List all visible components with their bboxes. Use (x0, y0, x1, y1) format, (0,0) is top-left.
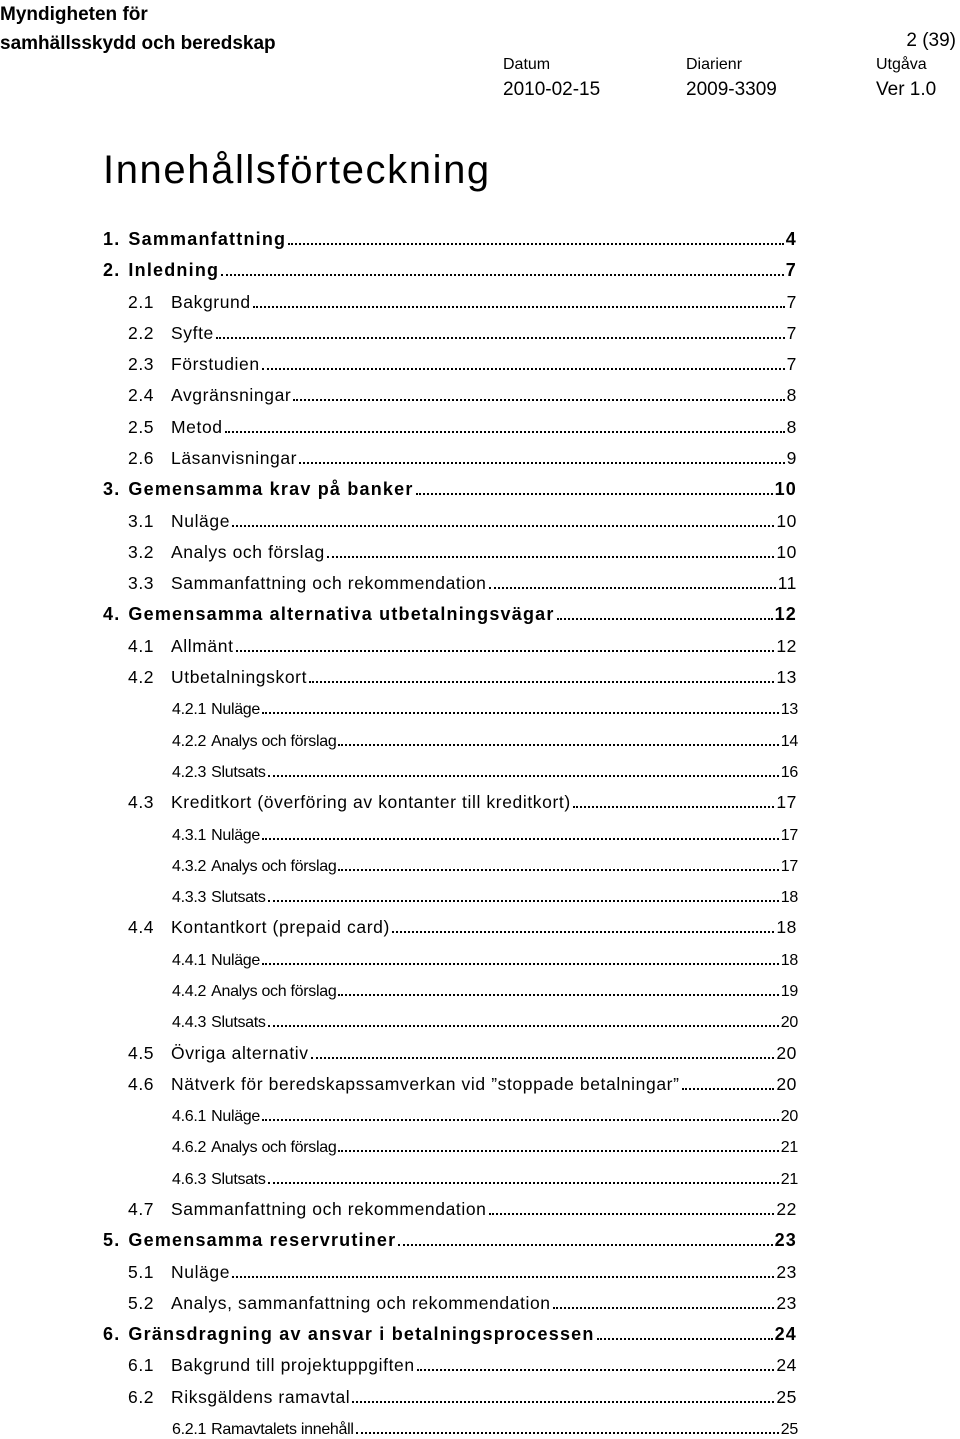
toc-entry[interactable] (128, 662, 797, 688)
toc-entry-number: 6. (103, 1324, 121, 1344)
toc-entry-title: Läsanvisningar (171, 448, 298, 468)
toc-entry-number: 3.3 (128, 573, 155, 593)
toc-entry-title: Sammanfattning och rekommendation (171, 1199, 487, 1219)
toc-entry-number: 4.6 (128, 1074, 155, 1094)
utgava-label: Utgåva (876, 56, 927, 73)
toc-entry-number: 2.6 (128, 448, 155, 468)
toc-entry-title: Analys och förslag (171, 542, 325, 562)
toc-entry-number: 4.4 (128, 917, 155, 937)
toc-entry-title: Slutsats (211, 1171, 266, 1188)
utgava-value: Ver 1.0 (876, 79, 937, 100)
toc-entry-page: 13 (780, 701, 798, 718)
toc-dot-leader (338, 743, 778, 746)
toc-entry-number: 6.1 (128, 1355, 155, 1375)
toc-entry-title: Allmänt (171, 636, 234, 656)
toc-dot-leader (398, 1243, 772, 1246)
toc-entry[interactable] (172, 1006, 798, 1032)
toc-entry-title: Övriga alternativ (171, 1043, 309, 1063)
toc-entry-page: 14 (780, 733, 798, 750)
toc-entry[interactable] (128, 1069, 797, 1095)
toc-entry-title: Gemensamma alternativa utbetalningsvägar (128, 604, 555, 624)
toc-dot-leader (225, 430, 785, 433)
toc-entry-page: 12 (776, 636, 797, 656)
toc-entry-title: Inledning (128, 260, 220, 280)
toc-entry[interactable] (172, 881, 798, 907)
toc-entry[interactable] (128, 787, 797, 813)
toc-dot-leader (232, 1275, 774, 1278)
toc-entry[interactable] (172, 819, 798, 845)
page-number: 2 (39) (906, 30, 956, 51)
toc-entry-title: Förstudien (171, 354, 260, 374)
toc-entry-title: Utbetalningskort (171, 667, 308, 687)
toc-entry-title: Nuläge (211, 827, 260, 844)
toc-entry-page: 23 (774, 1230, 797, 1250)
toc-dot-leader (392, 930, 774, 933)
diarienr-label: Diarienr (686, 56, 743, 73)
toc-entry-number: 2.4 (128, 385, 155, 405)
toc-entry-number: 2.5 (128, 417, 155, 437)
toc-entry-page: 10 (774, 479, 797, 499)
toc-entry-page: 7 (786, 354, 797, 374)
toc-entry-title: Slutsats (211, 764, 266, 781)
toc-entry[interactable] (103, 224, 797, 250)
toc-entry[interactable] (128, 443, 797, 469)
toc-entry-number: 4.4.3 (172, 1014, 207, 1031)
toc-entry-page: 10 (776, 542, 797, 562)
toc-entry[interactable] (128, 1194, 797, 1220)
toc-dot-leader (352, 1400, 774, 1403)
toc-entry-page: 17 (780, 858, 798, 875)
toc-entry-number: 4.5 (128, 1043, 155, 1063)
org-name-line1: Myndigheten för (0, 4, 148, 25)
toc-entry-page: 4 (785, 229, 797, 249)
toc-entry[interactable] (172, 725, 798, 751)
toc-entry[interactable] (172, 1131, 798, 1157)
org-name (0, 0, 276, 58)
toc-entry-page: 17 (776, 792, 797, 812)
toc-dot-leader (262, 837, 779, 840)
toc-dot-leader (268, 899, 779, 902)
toc-dot-leader (573, 805, 775, 808)
toc-entry[interactable] (172, 1100, 798, 1126)
toc-entry-page: 21 (780, 1171, 798, 1188)
toc-entry-number: 6.2.1 (172, 1421, 207, 1438)
toc-entry-number: 1. (103, 229, 121, 249)
toc-entry[interactable] (172, 693, 798, 719)
toc-entry-title: Bakgrund till projektuppgiften (171, 1355, 415, 1375)
toc-entry-number: 4.2.2 (172, 733, 207, 750)
toc-entry[interactable] (128, 349, 797, 375)
toc-entry-title: Nuläge (171, 511, 231, 531)
toc-entry[interactable] (172, 1413, 798, 1439)
toc-entry[interactable] (128, 287, 797, 313)
toc-entry-title: Kontantkort (prepaid card) (171, 917, 390, 937)
toc-entry-number: 5. (103, 1230, 121, 1250)
toc-entry-title: Riksgäldens ramavtal (171, 1387, 351, 1407)
toc-entry[interactable] (128, 506, 797, 532)
toc-entry-title: Analys, sammanfattning och rekommendation (171, 1293, 551, 1313)
toc-entry-page: 12 (774, 604, 797, 624)
toc-dot-leader (682, 1087, 775, 1090)
toc-entry-number: 4.3.2 (172, 858, 207, 875)
toc-entry[interactable] (172, 1163, 798, 1189)
toc-dot-leader (262, 1118, 779, 1121)
toc-dot-leader (268, 1181, 779, 1184)
toc-dot-leader (557, 617, 773, 620)
toc-entry-page: 11 (777, 573, 797, 593)
toc-entry[interactable] (103, 255, 797, 281)
toc-dot-leader (489, 586, 776, 589)
toc-entry[interactable] (103, 474, 797, 500)
toc-entry-page: 23 (776, 1293, 797, 1313)
toc-entry-page: 22 (776, 1199, 797, 1219)
datum-label: Datum (503, 56, 551, 73)
toc-entry-page: 24 (776, 1355, 797, 1375)
toc-entry[interactable] (128, 1350, 797, 1376)
toc-entry-page: 10 (776, 511, 797, 531)
toc-dot-leader (262, 962, 779, 965)
toc-entry-title: Sammanfattning (128, 229, 287, 249)
toc-dot-leader (338, 1149, 778, 1152)
toc-entry-title: Syfte (171, 323, 214, 343)
toc-entry-number: 2. (103, 260, 121, 280)
toc-entry-title: Nuläge (211, 1108, 260, 1125)
datum-value: 2010-02-15 (503, 79, 601, 100)
toc-dot-leader (489, 1212, 775, 1215)
toc-entry-page: 20 (776, 1074, 797, 1094)
toc-entry-page: 25 (776, 1387, 797, 1407)
toc-entry[interactable] (128, 318, 797, 344)
toc-entry[interactable] (103, 599, 797, 625)
toc-entry-title: Kreditkort (överföring av kontanter till kreditkort) (171, 792, 571, 812)
toc-dot-leader (262, 711, 779, 714)
toc-dot-leader (553, 1306, 775, 1309)
toc-entry-page: 21 (780, 1139, 798, 1156)
toc-entry-title: Analys och förslag (211, 733, 337, 750)
toc-entry-page: 24 (774, 1324, 797, 1344)
toc-entry[interactable] (128, 537, 797, 563)
toc-dot-leader (253, 305, 785, 308)
toc-entry-number: 2.3 (128, 354, 155, 374)
toc-entry[interactable] (128, 631, 797, 657)
toc-entry-number: 4.1 (128, 636, 155, 656)
toc-dot-leader (417, 1368, 775, 1371)
toc-entry[interactable] (128, 1038, 797, 1064)
toc-entry-number: 4.4.1 (172, 952, 207, 969)
toc-entry-page: 25 (780, 1421, 798, 1438)
toc-dot-leader (293, 398, 784, 401)
toc-entry-number: 3.1 (128, 511, 155, 531)
toc-dot-leader (311, 1056, 775, 1059)
toc-entry-title: Sammanfattning och rekommendation (171, 573, 487, 593)
toc-dot-leader (338, 993, 778, 996)
toc-entry-title: Analys och förslag (211, 1139, 337, 1156)
page-title: Innehållsförteckning (103, 148, 491, 192)
toc-entry-page: 7 (786, 292, 797, 312)
toc-entry[interactable] (103, 1319, 797, 1345)
toc-entry[interactable] (128, 380, 797, 406)
toc-entry-title: Gemensamma krav på banker (128, 479, 414, 499)
toc-entry-number: 3. (103, 479, 121, 499)
toc-entry-page: 7 (785, 260, 797, 280)
toc-dot-leader (416, 492, 773, 495)
toc-dot-leader (338, 868, 778, 871)
toc-entry-title: Nuläge (211, 952, 260, 969)
toc-entry[interactable] (103, 1225, 797, 1251)
toc-entry-number: 2.2 (128, 323, 155, 343)
toc-entry-number: 3.2 (128, 542, 155, 562)
toc-dot-leader (327, 555, 775, 558)
toc-entry-title: Nuläge (171, 1262, 231, 1282)
toc-entry[interactable] (128, 1257, 797, 1283)
toc-entry[interactable] (128, 1288, 797, 1314)
toc-entry-page: 20 (780, 1108, 798, 1125)
toc-entry-number: 4. (103, 604, 121, 624)
toc-entry-number: 4.3.3 (172, 889, 207, 906)
toc-entry-title: Slutsats (211, 889, 266, 906)
toc-entry-number: 6.2 (128, 1387, 155, 1407)
toc-entry-title: Analys och förslag (211, 983, 337, 1000)
toc-dot-leader (232, 524, 774, 527)
toc-entry-page: 8 (786, 417, 797, 437)
toc-dot-leader (262, 367, 785, 370)
toc-entry[interactable] (128, 912, 797, 938)
toc-entry[interactable] (128, 1382, 797, 1408)
toc-entry-number: 4.6.1 (172, 1108, 207, 1125)
toc-dot-leader (216, 336, 785, 339)
toc-entry-title: Slutsats (211, 1014, 266, 1031)
toc-entry-page: 23 (776, 1262, 797, 1282)
toc-entry-page: 13 (776, 667, 797, 687)
toc-entry-number: 4.3.1 (172, 827, 207, 844)
utgava-block (876, 54, 936, 101)
toc-entry-number: 4.3 (128, 792, 155, 812)
toc-entry-page: 18 (780, 952, 798, 969)
toc-entry-page: 19 (780, 983, 798, 1000)
toc-dot-leader (309, 680, 774, 683)
toc-entry[interactable] (172, 756, 798, 782)
toc-dot-leader (221, 273, 784, 276)
toc-entry[interactable] (128, 412, 797, 438)
toc-entry-title: Nätverk för beredskapssamverkan vid ”stoppade betalningar” (171, 1074, 680, 1094)
toc-entry-number: 4.2.1 (172, 701, 207, 718)
toc-entry-page: 9 (786, 448, 797, 468)
toc-dot-leader (356, 1431, 779, 1434)
toc-entry-page: 20 (780, 1014, 798, 1031)
toc-entry-page: 20 (776, 1043, 797, 1063)
diarienr-block (686, 54, 777, 101)
toc-entry-number: 4.6.2 (172, 1139, 207, 1156)
toc-dot-leader (268, 774, 779, 777)
org-name-line2: samhällsskydd och beredskap (0, 33, 276, 54)
toc-entry[interactable] (172, 850, 798, 876)
toc-entry-number: 4.6.3 (172, 1171, 207, 1188)
datum-block (503, 54, 600, 101)
toc-entry-page: 8 (786, 385, 797, 405)
toc-entry-title: Nuläge (211, 701, 260, 718)
toc-entry-number: 4.2 (128, 667, 155, 687)
diarienr-value: 2009-3309 (686, 79, 777, 100)
toc-entry-number: 4.7 (128, 1199, 155, 1219)
toc-dot-leader (236, 649, 775, 652)
toc-entry-number: 4.4.2 (172, 983, 207, 1000)
toc-entry-title: Bakgrund (171, 292, 251, 312)
toc-dot-leader (597, 1337, 773, 1340)
toc-entry-number: 5.1 (128, 1262, 155, 1282)
toc-entry-page: 7 (786, 323, 797, 343)
toc-entry-page: 16 (780, 764, 798, 781)
toc-entry-title: Gemensamma reservrutiner (128, 1230, 397, 1250)
toc-entry[interactable] (172, 944, 798, 970)
toc-dot-leader (268, 1024, 779, 1027)
toc-dot-leader (288, 242, 784, 245)
toc-entry-number: 2.1 (128, 292, 155, 312)
toc-entry-title: Analys och förslag (211, 858, 337, 875)
toc-entry-page: 18 (780, 889, 798, 906)
toc-entry[interactable] (172, 975, 798, 1001)
toc-entry-number: 5.2 (128, 1293, 155, 1313)
toc-entry-title: Avgränsningar (171, 385, 292, 405)
toc-entry-title: Metod (171, 417, 223, 437)
toc-entry-number: 4.2.3 (172, 764, 207, 781)
toc-entry-page: 17 (780, 827, 798, 844)
toc-entry-title: Gränsdragning av ansvar i betalningsprocessen (128, 1324, 595, 1344)
toc-entry-title: Ramavtalets innehåll (211, 1421, 354, 1438)
toc-entry[interactable] (128, 568, 797, 594)
toc-entry-page: 18 (776, 917, 797, 937)
toc-dot-leader (299, 461, 785, 464)
